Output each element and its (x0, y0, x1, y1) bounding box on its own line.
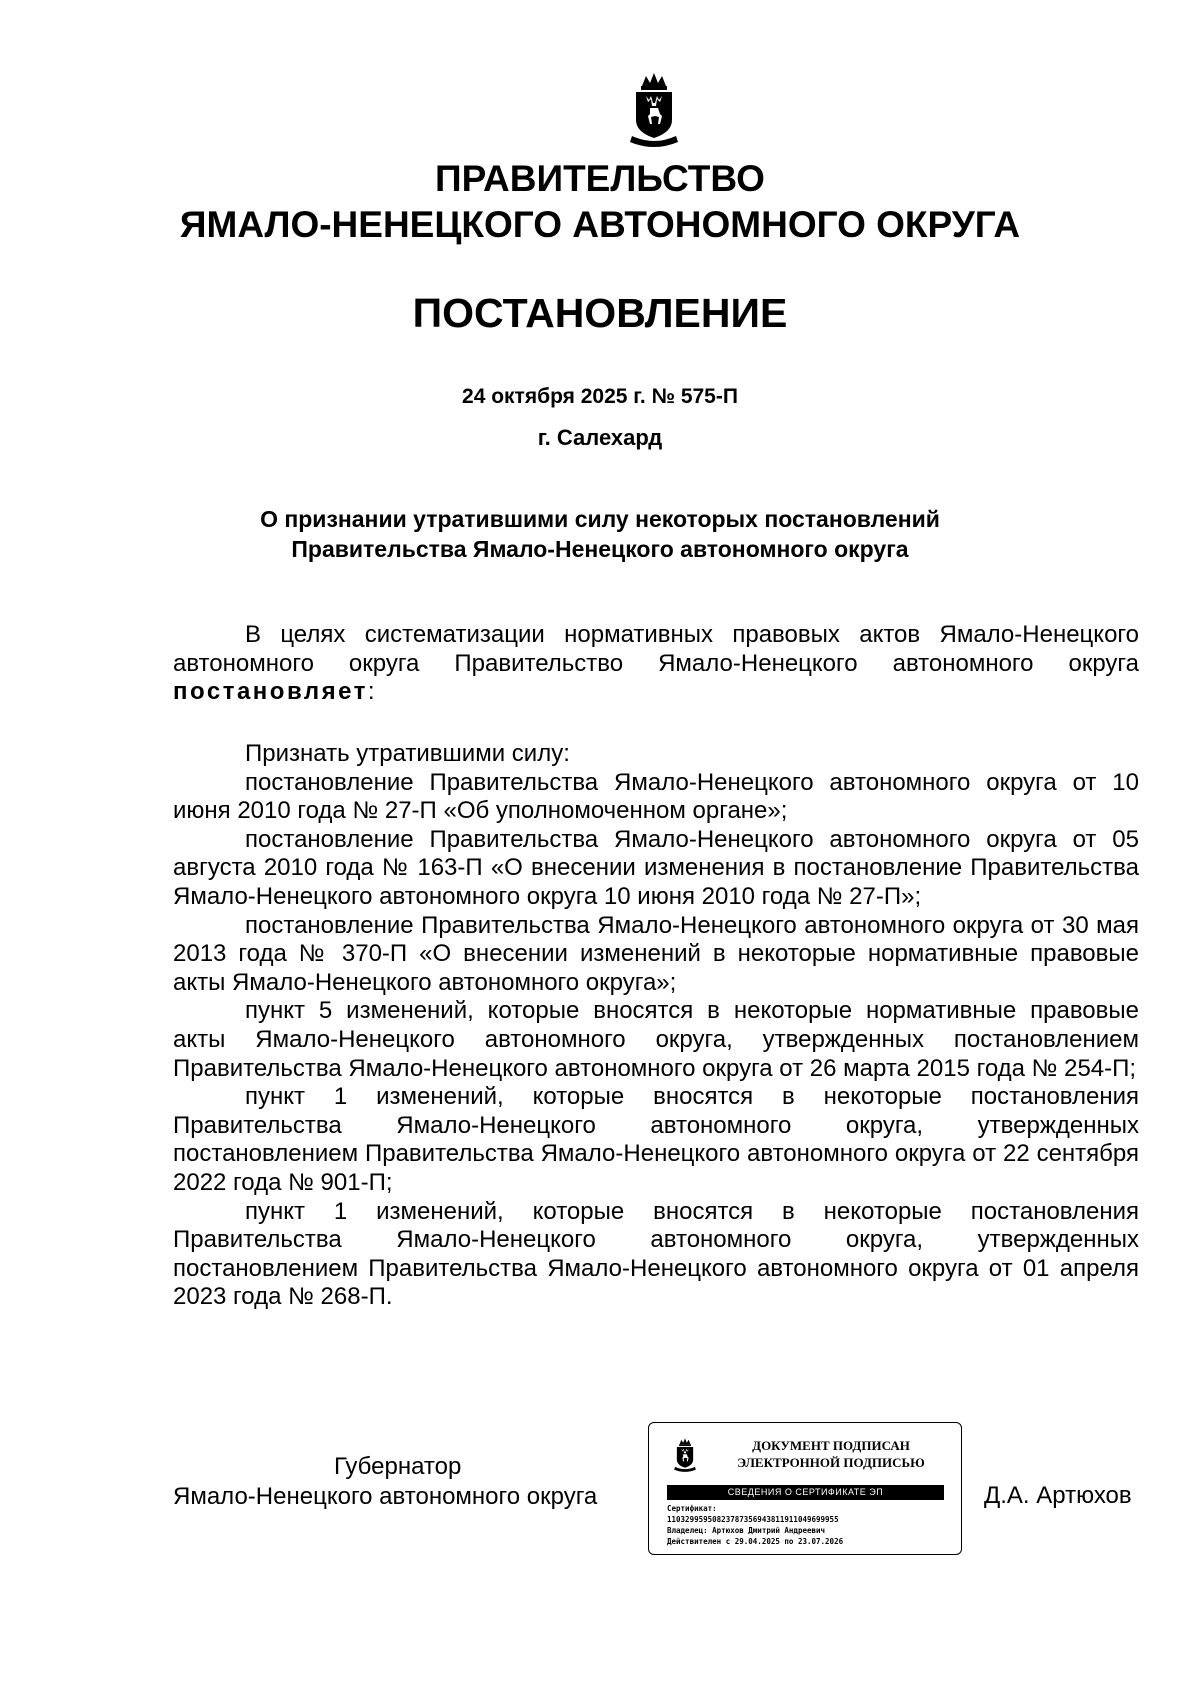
electronic-signature-stamp (648, 1422, 962, 1555)
document-title-line2: Правительства Ямало-Ненецкого автономного округа (291, 536, 909, 562)
document-title-line1: О признании утратившими силу некоторых постановлений (260, 506, 940, 532)
coat-of-arms-icon (671, 1437, 699, 1475)
document-type: ПОСТАНОВЛЕНИЕ (412, 290, 788, 336)
stamp-certificate-label: Сертификат: (667, 1504, 717, 1513)
signatory-name: Д.А. Артюхов (984, 1482, 1132, 1509)
stamp-validity: Действителен с 29.04.2025 по 23.07.2026 (667, 1537, 844, 1546)
coat-of-arms-icon (624, 70, 684, 154)
signatory-position-line2: Ямало-Ненецкого автономного округа (173, 1483, 598, 1510)
stamp-heading-line2: ЭЛЕКТРОННОЙ ПОДПИСЬЮ (737, 1455, 925, 1470)
stamp-certificate-info (667, 1503, 952, 1547)
decree-item: пункт 1 изменений, которые вносятся в некоторые постановления Правительства Ямало-Ненецкого автономного округа, утвержденных постановлением Правительства Ямало-Ненецкого автономного округа от 22 сентября 2022 года № 901-П; (173, 1083, 1139, 1196)
decree-item: пункт 5 изменений, которые вносятся в некоторые нормативные правовые акты Ямало-Ненецкого автономного округа, утвержденных постановлением Правительства Ямало-Ненецкого автономного округа от 26 марта 2015 года № 254-П; (173, 997, 1139, 1082)
decree-item: пункт 1 изменений, которые вносятся в некоторые постановления Правительства Ямало-Ненецкого автономного округа, утвержденных постановлением Правительства Ямало-Ненецкого автономного округа от 01 апреля 2023 года № 268-П. (173, 1197, 1139, 1311)
intro-paragraph (173, 621, 1139, 707)
decree-item: постановление Правительства Ямало-Ненецкого автономного округа от 10 июня 2010 года № 27-П «Об уполномоченном органе»; (173, 768, 1139, 825)
intro-emphasis: постановляет (173, 678, 368, 706)
decree-section (173, 740, 1139, 1312)
decree-item: постановление Правительства Ямало-Ненецкого автономного округа от 30 мая 2013 года № 370-П «О внесении изменений в некоторые нормативные правовые акты Ямало-Ненецкого автономного округа»; (173, 911, 1139, 996)
document-city: г. Салехард (537, 425, 663, 450)
stamp-heading (711, 1437, 951, 1471)
decree-heading: Признать утратившими силу: (245, 740, 570, 767)
government-name-line2: ЯМАЛО-НЕНЕЦКОГО АВТОНОМНОГО ОКРУГА (179, 204, 1021, 245)
government-name-line1: ПРАВИТЕЛЬСТВО (435, 158, 765, 199)
intro-suffix: : (367, 678, 375, 706)
signatory-position-line1: Губернатор (334, 1453, 462, 1480)
stamp-heading-line1: ДОКУМЕНТ ПОДПИСАН (752, 1438, 910, 1453)
stamp-certificate-bar: СВЕДЕНИЯ О СЕРТИФИКАТЕ ЭП (667, 1485, 944, 1500)
intro-text: В целях систематизации нормативных правовых актов Ямало-Ненецкого автономного округа Правительство Ямало-Ненецкого автономного округа (173, 621, 1139, 677)
stamp-certificate-number: 11032995950823787356943811911049699955 (667, 1515, 839, 1524)
stamp-owner: Владелец: Артюхов Дмитрий Андреевич (667, 1526, 826, 1535)
decree-item: постановление Правительства Ямало-Ненецкого автономного округа от 05 августа 2010 года № 163-П «О внесении изменения в постановление Правительства Ямало-Ненецкого автономного округа 10 июня 2010 года № 27-П»; (173, 825, 1139, 910)
document-date-number: 24 октября 2025 г. № 575-П (462, 385, 738, 408)
